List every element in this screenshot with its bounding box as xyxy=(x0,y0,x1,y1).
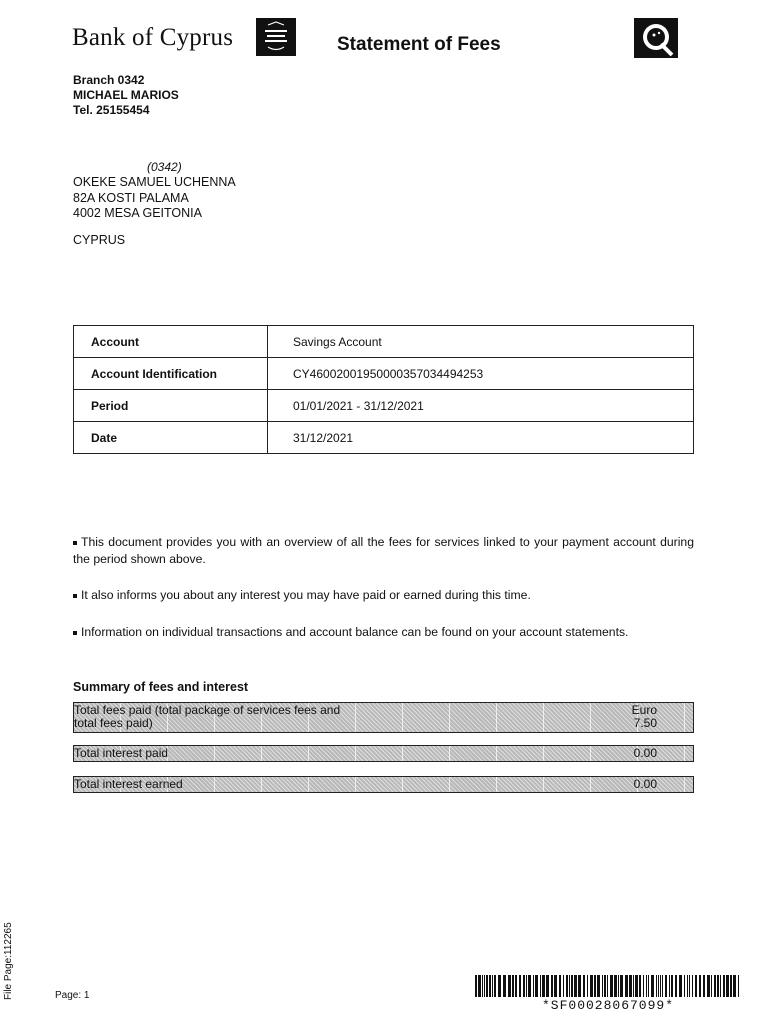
paragraph-text: Information on individual transactions and account balance can be found on your account statements. xyxy=(81,625,629,639)
row-label: Account Identification xyxy=(74,358,268,390)
currency-label: Euro xyxy=(631,703,657,717)
recipient-city: 4002 MESA GEITONIA xyxy=(73,206,202,220)
branch-manager: MICHAEL MARIOS xyxy=(73,88,179,102)
fees-paid-label-line1: Total fees paid (total package of services fees and xyxy=(74,703,341,717)
fees-paid-value xyxy=(632,704,657,730)
row-label: Account xyxy=(74,326,268,358)
recipient-name: OKEKE SAMUEL UCHENNA xyxy=(73,175,236,189)
barcode-text: *SF00028067099* xyxy=(541,998,675,1013)
interest-earned-amount: 0.00 xyxy=(633,777,657,791)
recipient-country: CYPRUS xyxy=(73,233,126,247)
row-label: Period xyxy=(74,390,268,422)
interest-paid-amount: 0.00 xyxy=(633,746,657,760)
file-page-label: File Page:112265 xyxy=(3,922,14,1000)
account-info-table xyxy=(73,325,694,454)
paragraph-transactions xyxy=(73,624,694,641)
bullet-icon xyxy=(73,631,77,635)
recipient-address xyxy=(73,175,236,222)
interest-earned-label: Total interest earned xyxy=(74,777,183,791)
bullet-icon xyxy=(73,541,77,545)
table-row xyxy=(74,422,694,454)
recipient-code: (0342) xyxy=(147,160,182,174)
interest-paid-label: Total interest paid xyxy=(74,746,169,760)
bullet-icon xyxy=(73,594,77,598)
row-label: Date xyxy=(74,422,268,454)
recipient-street: 82A KOSTI PALAMA xyxy=(73,190,189,205)
fees-paid-amount: 7.50 xyxy=(633,716,657,730)
fees-paid-label xyxy=(74,704,374,730)
barcode-icon xyxy=(475,975,741,997)
q-logo-icon xyxy=(634,18,678,58)
row-value: 01/01/2021 - 31/12/2021 xyxy=(268,390,694,422)
interest-earned-row xyxy=(73,776,694,793)
interest-paid-row xyxy=(73,745,694,762)
paragraph-text: It also informs you about any interest you may have paid or earned during this time. xyxy=(81,588,531,602)
paragraph-text: This document provides you with an overview of all the fees for services linked to your payment account during the period shown above. xyxy=(73,535,694,566)
table-row xyxy=(74,326,694,358)
page-number: Page: 1 xyxy=(55,990,90,1001)
bank-logo-text: Bank of Cyprus xyxy=(72,24,234,51)
paragraph-interest xyxy=(73,587,694,604)
branch-info xyxy=(73,73,179,118)
row-value: CY46002001950000357034494253 xyxy=(268,358,694,390)
row-value: 31/12/2021 xyxy=(268,422,694,454)
summary-title: Summary of fees and interest xyxy=(73,680,249,694)
document-title: Statement of Fees xyxy=(337,34,501,55)
fees-paid-label-line2: total fees paid) xyxy=(74,716,153,730)
table-row xyxy=(74,358,694,390)
branch-name: Branch 0342 xyxy=(73,73,145,87)
row-value: Savings Account xyxy=(268,326,694,358)
table-row xyxy=(74,390,694,422)
paragraph-overview xyxy=(73,534,694,568)
bank-emblem-icon xyxy=(256,18,296,56)
fees-paid-row xyxy=(73,702,694,733)
branch-phone: Tel. 25155454 xyxy=(73,103,150,117)
